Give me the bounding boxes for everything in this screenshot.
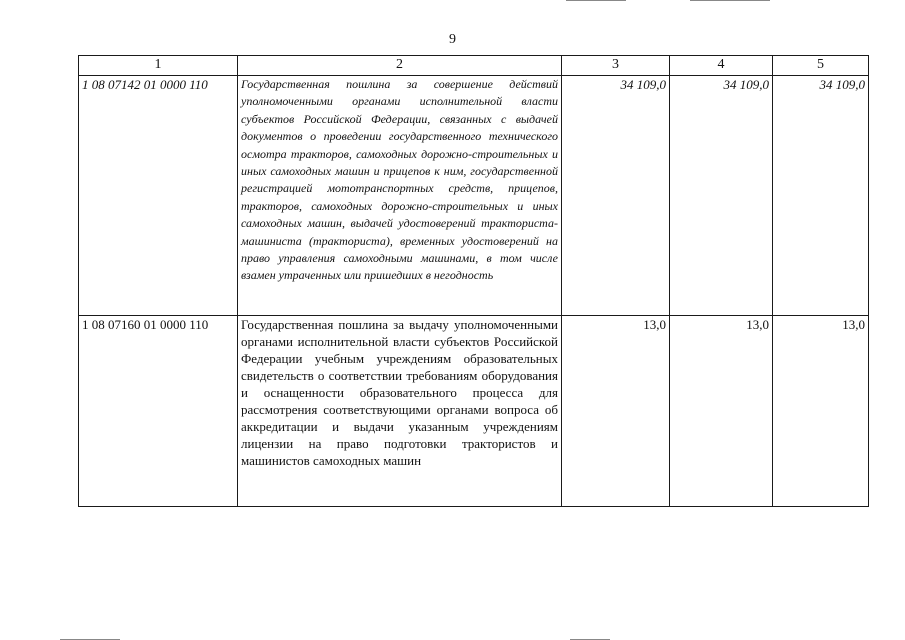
- description-cell: Государственная пошлина за совершение действий уполномоченными органами исполнительной власти субъектов Российской Федерации, связанных с выдачей документов о проведении государственного технического осмотра тракторов, самоходных дорожно-строительных и иных самоходных машин и прицепов к ним, государственной регистрацией мототранспортных средств, прицепов, тракторов, самоходных дорожно-строительных и иных самоходных машин, выдачей удостоверений тракториста-машиниста (тракториста), временных удостоверений на право управления самоходными машинами, в том числе взамен утраченных или пришедших в негодность: [238, 76, 562, 316]
- budget-code-cell: 1 08 07142 01 0000 110: [79, 76, 238, 316]
- table-row: [79, 316, 869, 507]
- value-cell-col3: 34 109,0: [562, 76, 670, 316]
- scan-edge-mark: [566, 0, 626, 1]
- value-cell-col4: 34 109,0: [670, 76, 773, 316]
- value-cell-col5: 34 109,0: [773, 76, 869, 316]
- column-header-1: 1: [79, 56, 238, 76]
- budget-table: [78, 55, 869, 507]
- page-number: 9: [449, 32, 456, 47]
- value-cell-col3: 13,0: [562, 316, 670, 507]
- value-cell-col5: 13,0: [773, 316, 869, 507]
- column-header-5: 5: [773, 56, 869, 76]
- scan-edge-mark: [690, 0, 770, 1]
- value-cell-col4: 13,0: [670, 316, 773, 507]
- column-header-3: 3: [562, 56, 670, 76]
- description-cell: Государственная пошлина за выдачу уполномоченными органами исполнительной власти субъектов Российской Федерации учебным учреждениям образовательных свидетельств о соответствии требованиям оборудования и оснащенности образовательного процесса для рассмотрения соответствующими органами вопроса об аккредитации и выдачи указанным учреждениям лицензии на право подготовки трактористов и машинистов самоходных машин: [238, 316, 562, 507]
- column-header-2: 2: [238, 56, 562, 76]
- column-header-4: 4: [670, 56, 773, 76]
- table-row: [79, 76, 869, 316]
- table-header-row: [79, 56, 869, 76]
- budget-code-cell: 1 08 07160 01 0000 110: [79, 316, 238, 507]
